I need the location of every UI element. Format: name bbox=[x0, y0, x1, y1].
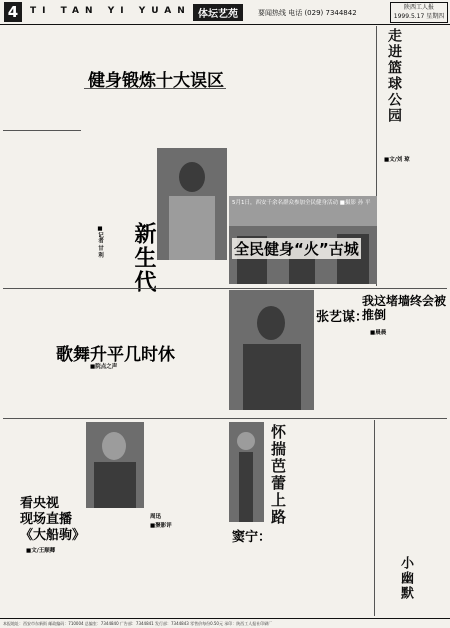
article-body-basketball bbox=[402, 28, 447, 188]
issue-box: 陕西工人报 1999.5.17 星期四 bbox=[390, 2, 448, 23]
article-body-col23 bbox=[292, 422, 372, 616]
headline-gewu: 歌舞升平几时休 bbox=[56, 345, 175, 365]
column-rule-2 bbox=[374, 420, 375, 616]
headline-xiaoyuan: 小幽默 bbox=[398, 556, 413, 601]
byline-xinshengdai: ■记者 甘 利 bbox=[97, 226, 103, 258]
byline-gewu: ■院点之声 bbox=[90, 364, 118, 370]
headline-shiyu-name: 窦宁： bbox=[232, 530, 272, 545]
row-divider-2 bbox=[3, 418, 447, 419]
article-body-col19 bbox=[86, 512, 146, 616]
article-body-col5 bbox=[304, 28, 374, 128]
headline-kanjiaoshi-line1: 看央视 bbox=[20, 496, 60, 511]
headline-fitness: 健身锻炼十大误区 bbox=[88, 71, 224, 91]
headline-kanjiaoshi-line3: 《大船驹》 bbox=[20, 528, 86, 543]
masthead-pinyin: TI TAN YI YUAN bbox=[30, 6, 191, 16]
caption-zhou-xun: 周迅 bbox=[150, 514, 162, 520]
article-body-col13 bbox=[380, 238, 447, 286]
headline-guchen: 全民健身“火”古城 bbox=[234, 240, 359, 258]
article-body-col21 bbox=[150, 532, 224, 616]
article-body-col14 bbox=[3, 292, 223, 336]
article-body-col17 bbox=[3, 422, 81, 492]
article-body-col3 bbox=[166, 28, 226, 66]
photo-ballet bbox=[229, 422, 264, 522]
article-body-col12 bbox=[229, 128, 377, 194]
article-body-col11 bbox=[84, 270, 154, 286]
article-body-col7 bbox=[157, 92, 227, 147]
article-body-col22 bbox=[229, 546, 291, 616]
article-body-col2 bbox=[84, 28, 162, 66]
article-body-col1 bbox=[3, 28, 81, 128]
photo-caption-fitness: 5月1日，西安千余名群众参加全民健身活动 ■摄影 孙 平 bbox=[232, 200, 371, 206]
photo-zhang-yimou bbox=[229, 290, 314, 410]
article-body-col10 bbox=[157, 262, 227, 284]
article-body-col4 bbox=[229, 28, 301, 128]
article-body-basketball-2 bbox=[380, 165, 447, 235]
headline-basketball: 走进篮球公园 bbox=[386, 28, 402, 124]
photo-zhou-xun bbox=[86, 422, 144, 508]
article-body-col9 bbox=[84, 226, 94, 266]
headline-rule bbox=[84, 88, 226, 89]
photo-portrait-woman bbox=[157, 148, 227, 260]
news-hotline: 要闻热线 电话 (029) 7344842 bbox=[258, 9, 357, 17]
section-badge: 体坛艺苑 bbox=[193, 4, 243, 21]
article-body-col15 bbox=[3, 370, 223, 414]
byline-basketball: ■文/刘 琼 bbox=[384, 157, 410, 163]
byline-zhang: ■晨晨 bbox=[370, 330, 387, 336]
article-body-col20 bbox=[150, 422, 224, 508]
byline-kanjiaoshi: ■文/王顺卿 bbox=[26, 548, 56, 554]
page-footer: 本报地址：西安市东新街 邮政编码：710004 总编室：7344840 广告部：7344841 发行部：7344843 零售价每份0.50元 承印：陕西工人报社印刷厂 bbox=[0, 618, 450, 628]
headline-kanjiaoshi bbox=[20, 496, 90, 544]
article-body-col8 bbox=[3, 134, 81, 274]
headline-xinshengdai: 新生代 bbox=[131, 222, 156, 294]
article-body-col16 bbox=[316, 338, 446, 414]
headline-zhang: 我这堵墙终会被推倒 bbox=[362, 294, 447, 322]
article-body-col24 bbox=[378, 422, 447, 552]
byline-zhou-xun: ■聚影评 bbox=[150, 523, 172, 529]
article-body-col6 bbox=[84, 92, 154, 222]
headline-kanjiaoshi-line2: 现场直播 bbox=[20, 512, 73, 527]
headline-zhang-name: 张艺谋： bbox=[316, 310, 369, 325]
row-divider bbox=[3, 288, 447, 289]
headline-shiyu: 怀揣芭蕾上路 bbox=[269, 424, 287, 526]
article-body-col18 bbox=[3, 556, 81, 616]
section-rule bbox=[3, 130, 81, 131]
page-number: 4 bbox=[4, 2, 22, 22]
